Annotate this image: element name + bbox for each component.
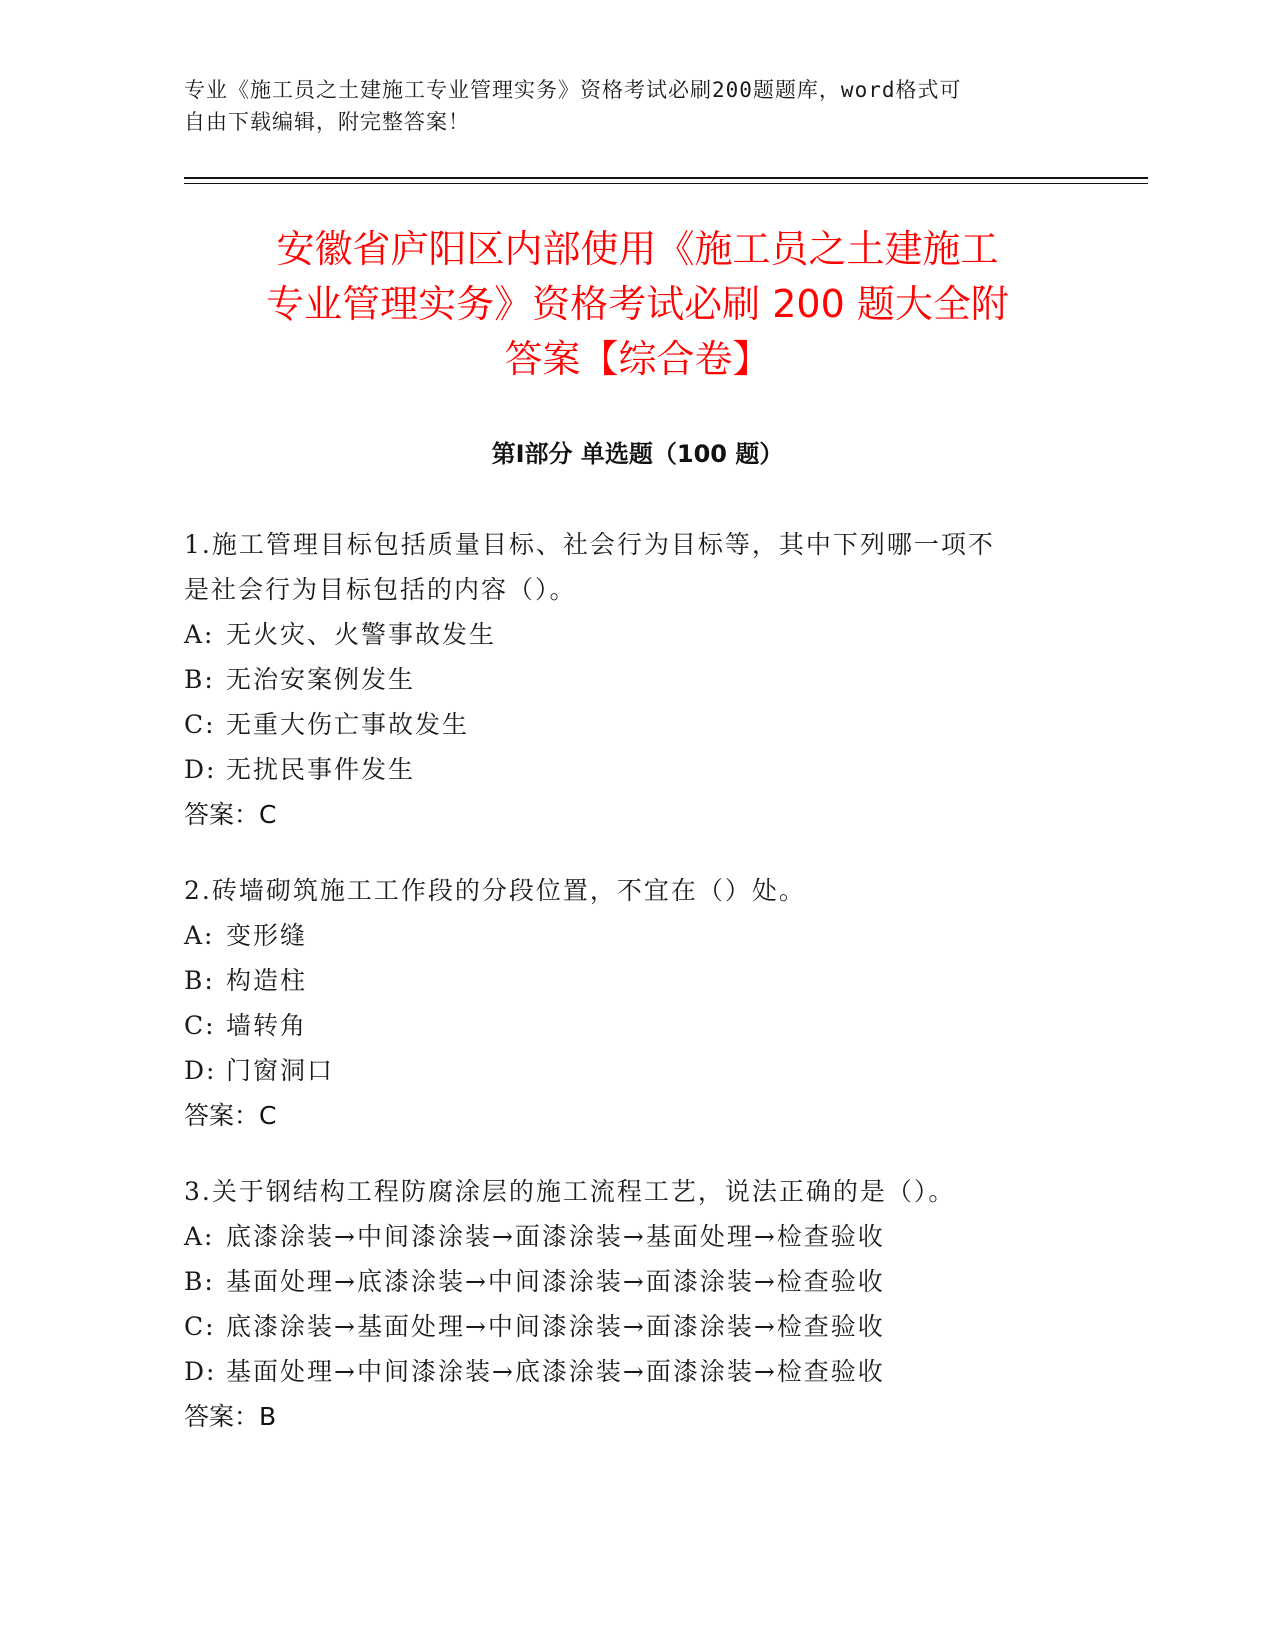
option-text: 基面处理→底漆涂装→中间漆涂装→面漆涂装→检查验收	[226, 1267, 885, 1296]
question-stem-line: 是社会行为目标包括的内容（）。	[184, 575, 577, 604]
option-c	[184, 1003, 1064, 1048]
option-a	[184, 913, 1064, 958]
option-letter: B:	[184, 966, 215, 995]
header-rule-thick	[184, 177, 1148, 179]
option-letter: C:	[184, 1312, 216, 1341]
option-text: 底漆涂装→中间漆涂装→面漆涂装→基面处理→检查验收	[226, 1222, 885, 1251]
option-letter: D:	[184, 755, 217, 784]
option-letter: A:	[184, 620, 215, 649]
option-b	[184, 958, 1064, 1003]
option-text: 构造柱	[226, 966, 308, 995]
option-text: 变形缝	[226, 921, 308, 950]
option-d	[184, 1349, 1064, 1394]
title-line-1: 安徽省庐阳区内部使用《施工员之土建施工	[276, 227, 999, 271]
option-letter: A:	[184, 921, 215, 950]
option-letter: C:	[184, 710, 216, 739]
option-text: 无火灾、火警事故发生	[226, 620, 497, 649]
option-letter: C:	[184, 1011, 216, 1040]
option-letter: B:	[184, 665, 215, 694]
option-letter: A:	[184, 1222, 215, 1251]
header-note-line-1: 专业《施工员之土建施工专业管理实务》资格考试必刷200题题库，word格式可	[184, 78, 962, 102]
header-rule-thin	[184, 183, 1148, 184]
answer: 答案：C	[184, 800, 277, 829]
option-d	[184, 1048, 1064, 1093]
option-text: 墙转角	[226, 1011, 308, 1040]
option-a	[184, 612, 1064, 657]
option-letter: B:	[184, 1267, 215, 1296]
option-c	[184, 702, 1064, 747]
question-stem-line: 3.关于钢结构工程防腐涂层的施工流程工艺，说法正确的是（）。	[184, 1177, 956, 1206]
question-3	[184, 1169, 1064, 1439]
question-list	[184, 522, 1064, 1470]
header-note-line-2: 自由下载编辑，附完整答案！	[184, 110, 470, 134]
option-a	[184, 1214, 1064, 1259]
header-note	[184, 74, 1064, 138]
option-b	[184, 657, 1064, 702]
option-letter: D:	[184, 1056, 217, 1085]
option-b	[184, 1259, 1064, 1304]
document-title	[184, 222, 1091, 387]
question-1	[184, 522, 1064, 837]
question-stem-line: 1.施工管理目标包括质量目标、社会行为目标等，其中下列哪一项不	[184, 530, 995, 559]
option-text: 门窗洞口	[226, 1056, 335, 1085]
option-text: 无治安案例发生	[226, 665, 416, 694]
answer: 答案：B	[184, 1402, 277, 1431]
part-heading: 第Ⅰ部分 单选题（100 题）	[491, 440, 784, 468]
question-stem-line: 2.砖墙砌筑施工工作段的分段位置，不宜在（）处。	[184, 876, 806, 905]
answer: 答案：C	[184, 1101, 277, 1130]
option-text: 无扰民事件发生	[226, 755, 416, 784]
option-c	[184, 1304, 1064, 1349]
option-text: 无重大伤亡事故发生	[226, 710, 470, 739]
option-letter: D:	[184, 1357, 217, 1386]
option-text: 基面处理→中间漆涂装→底漆涂装→面漆涂装→检查验收	[226, 1357, 885, 1386]
title-line-3: 答案【综合卷】	[504, 337, 771, 381]
option-d	[184, 747, 1064, 792]
title-line-2: 专业管理实务》资格考试必刷 200 题大全附	[266, 282, 1009, 326]
question-2	[184, 868, 1064, 1138]
option-text: 底漆涂装→基面处理→中间漆涂装→面漆涂装→检查验收	[226, 1312, 885, 1341]
